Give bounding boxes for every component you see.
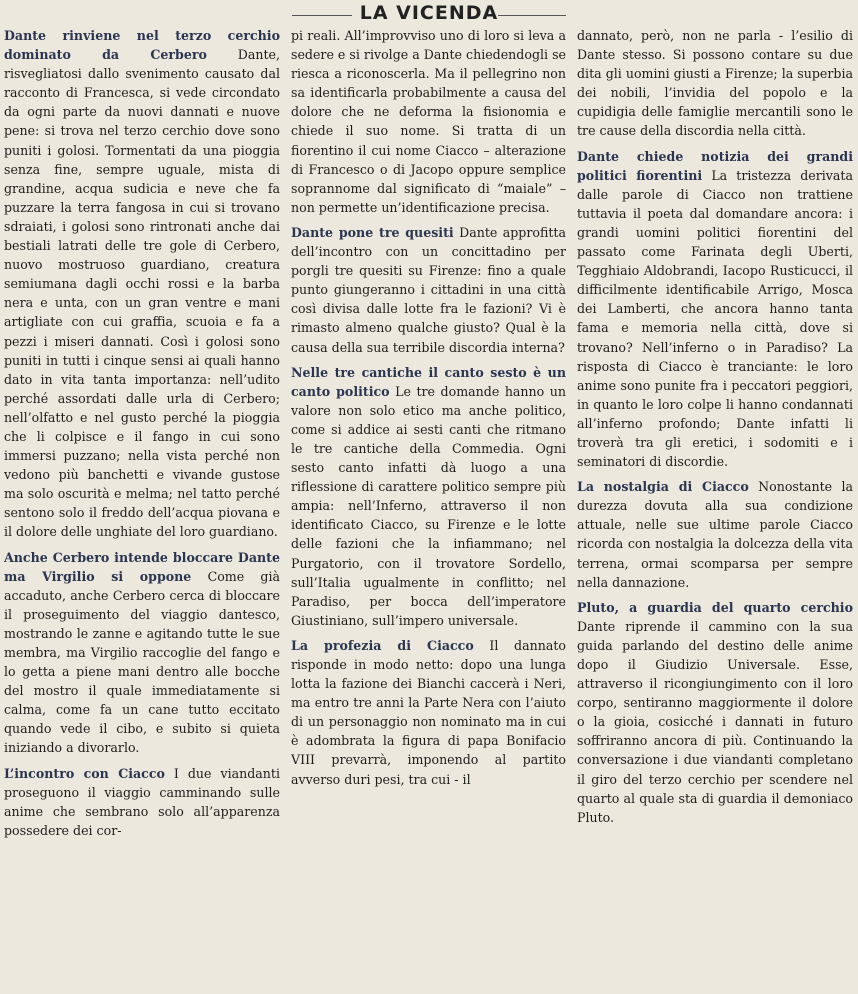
paragraph [4,548,280,758]
paragraph-text: Come già accaduto, anche Cerbero cerca di bloccare il proseguimento del viaggio dantesco, mostrando le zanne e agitando tutte le sue membra, ma Virgilio raccoglie del fango e lo getta a piene mani dentro alle bocche del mostro il quale immediatamente si calma, come fa un cane tutto eccitato quando vede il cibo, e subito si quieta iniziando a divorarlo. [4,568,280,756]
paragraph-text: Dante riprende il cammino con la sua guida parlando del destino delle anime dopo il Giudizio Universale. Esse, attraverso il ricongiungimento con il loro corpo, sentiranno maggiormente il dolore o la gioia, cosicché i dannati in futuro soffriranno ancora di più. Continuando la conversazione i due viandanti completano il giro del terzo cerchio per scendere nel quarto al quale sta di guardia il demoniaco Pluto. [577,618,853,825]
paragraph [291,363,566,630]
paragraph-lead: Pluto, a guardia del quarto cerchio [577,599,853,615]
paragraph [291,223,566,357]
paragraph-text: Le tre domande hanno un valore non solo etico ma anche politico, come si addice ai sesti canti che ritmano le tre cantiche della Commedia. Ogni sesto canto infatti dà luogo a una riflessione di carattere politico sempre più ampia: nell’Inferno, attraverso il non identificato Ciacco, su Firenze e le lotte delle fazioni che la infiammano; nel Purgatorio, con il trovatore Sordello, sull’Italia ugualmente in conflitto; nel Paradiso, per bocca dell’imperatore Giustiniano, sull’impero universale. [291,383,566,628]
heading-rule-right [498,15,566,16]
paragraph-text: dannato, però, non ne parla - l’esilio di Dante stesso. Si possono contare su due dita gli uomini giusti a Firenze; la superbia dei nobili, l’invidia del popolo e la cupidigia delle famiglie mercantili sono le tre cause della discordia nella città. [577,28,853,139]
paragraph [577,26,853,141]
paragraph [4,764,280,840]
paragraph [577,598,853,827]
paragraph-lead: Dante chiede notizia dei grandi politici fiorentini [577,148,853,183]
paragraph-text: La tristezza derivata dalle parole di Ciacco non trattiene tuttavia il poeta dal domandare ancora: i grandi uomini politici fiorentini del passato come Farinata degli Uberti, Tegghiaio Aldobrandi, Iacopo Rusticucci, il difficilmente identificabile Arrigo, Mosca dei Lamberti, che ancora hanno tanta fama e memoria nella città, dove si trovano? Nell’inferno o in Paradiso? La risposta di Ciacco è trancianteː le loro anime sono punite fra i peccatori peggiori, in quanto le loro colpe li hanno condannati all’inferno profondo; Dante infatti li troverà tra gli eretici, i sodomiti e i seminatori di discordie. [577,167,853,470]
paragraph [291,636,566,789]
paragraph-text: I due viandanti proseguono il viaggio camminando sulle anime che sembrano solo all’apparenza possedere dei cor- [4,765,280,838]
paragraph-lead: La profezia di Ciacco [291,637,474,653]
paragraph-text: Dante, risvegliatosi dallo svenimento causato dal racconto di Francesca, si vede circondato da ogni parte da nuovi dannati e nuove pene: si trova nel terzo cerchio dove sono puniti i golosi. Tormentati da una pioggia senza fine, sempre uguale, mista di grandine, acqua sudicia e neve che fa puzzare la terra fangosa in cui si trovano sdraiati, i golosi sono rintronati anche dai bestiali latrati delle tre gole di Cerbero, nuovo mostruoso guardiano, creatura semiumana dagli occhi rossi e la barba nera e unta, con un gran ventre e mani artigliate con cui graffia, scuoia e fa a pezzi i miseri dannati. Così i golosi sono puniti in tutti i cinque sensi ai quali hanno dato in vita tanta importanza: nell’udito perché assordati dalle urla di Cerbero; nell’olfatto e nel gusto perché la pioggia che li colpisce e il fango in cui sono immersi puzzano; nella vista perché non vedono più banchetti e vivande gustose ma solo oscurità e melma; nel tatto perché sentono solo il freddo dell’acqua piovana e il dolore delle unghiate del loro guardiano. [4,47,280,540]
text-column-3 [577,26,853,988]
paragraph [4,26,280,542]
paragraph-lead: Nelle tre cantiche il canto sesto è un canto politico [291,364,566,399]
text-column-2 [291,26,566,988]
paragraph-lead: La nostalgia di Ciacco [577,479,749,495]
paragraph [291,26,566,217]
section-heading: LA VICENDA [359,2,499,24]
paragraph-lead: Anche Cerbero intende bloccare Dante ma Virgilio si oppone [4,549,280,584]
paragraph [577,147,853,472]
paragraph-lead: L’incontro con Ciacco [4,765,165,781]
paragraph [577,477,853,592]
paragraph-text: Nonostante la durezza dovuta alla sua condizione attuale, nelle sue ultime parole Ciacco ricorda con nostalgia la dolcezza della vita terrena, ormai scomparsa per sempre nella dannazione. [577,479,853,590]
paragraph-text: Il dannato risponde in modo netto: dopo una lunga lotta la fazione dei Bianchi caccerà i Neri, ma entro tre anni la Parte Nera con l’aiuto di un personaggio non nominato ma in cui è adombrata la figura di papa Bonifacio VIII prevarrà, imponendo al partito avverso duri pesi, tra cui - il [291,637,566,787]
paragraph-lead: Dante rinviene nel terzo cerchio dominato da Cerbero [4,28,280,63]
text-column-1 [4,26,280,988]
paragraph-lead: Dante pone tre quesiti [291,224,454,240]
paragraph-text: pi reali. All’improvviso uno di loro si leva a sedere e si rivolge a Dante chiedendogli se riesca a riconoscerla. Ma il pellegrino non sa identificarla probabilmente a causa del dolore che ne deforma la fisionomia e chiede il suo nome. Si tratta di un fiorentino il cui nome Ciacco – alterazione di Francesco o di Jacopo oppure semplice soprannome dal significato di “maiale” – non permette un’identificazione precisa. [291,28,566,215]
paragraph-text: Dante approfitta dell’incontro con un concittadino per porgli tre quesiti su Firenze: fino a quale punto giungeranno i cittadini in una città così divisa dalle lotte fra le fazioni? Vi è rimasto almeno qualche giusto? Qual è la causa della sua terribile discordia interna? [291,224,566,355]
